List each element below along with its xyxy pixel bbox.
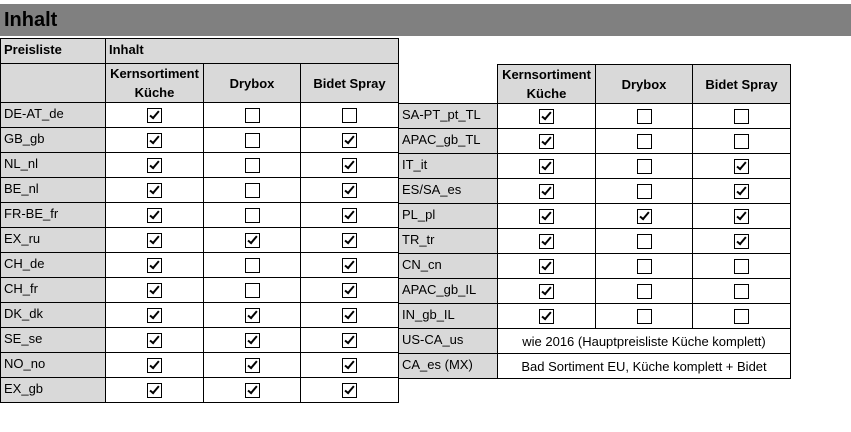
checkbox-checked[interactable]: [539, 284, 554, 299]
checkbox-checked[interactable]: [539, 234, 554, 249]
checkbox-cell: [106, 128, 204, 153]
checkbox-checked[interactable]: [539, 259, 554, 274]
table-row: [1, 153, 399, 178]
checkbox-cell: [204, 178, 301, 203]
row-label: CH_de: [1, 253, 106, 278]
checkbox-cell: [204, 378, 301, 403]
checkbox-cell: [106, 353, 204, 378]
checkbox-checked[interactable]: [342, 183, 357, 198]
row-note: Bad Sortiment EU, Küche komplett + Bidet: [498, 354, 791, 379]
row-label: SE_se: [1, 328, 106, 353]
checkbox-cell: [204, 103, 301, 128]
checkbox-unchecked[interactable]: [342, 108, 357, 123]
checkbox-cell: [596, 154, 693, 179]
table-row: [1, 328, 399, 353]
checkbox-unchecked[interactable]: [734, 309, 749, 324]
checkbox-cell: [596, 129, 693, 154]
checkbox-checked[interactable]: [637, 209, 652, 224]
checkbox-unchecked[interactable]: [734, 109, 749, 124]
checkbox-cell: [301, 328, 399, 353]
table-row: [399, 304, 791, 329]
checkbox-checked[interactable]: [342, 383, 357, 398]
checkbox-cell: [498, 279, 596, 304]
checkbox-checked[interactable]: [342, 233, 357, 248]
pricelist-header: Preisliste: [1, 39, 106, 64]
row-label: APAC_gb_IL: [399, 279, 498, 304]
row-label: FR-BE_fr: [1, 203, 106, 228]
header-blank-cell: [1, 64, 106, 103]
checkbox-checked[interactable]: [342, 308, 357, 323]
row-label: US-CA_us: [399, 329, 498, 354]
table-row: [399, 279, 791, 304]
checkbox-cell: [596, 204, 693, 229]
checkbox-unchecked[interactable]: [637, 284, 652, 299]
checkbox-unchecked[interactable]: [637, 309, 652, 324]
row-label: GB_gb: [1, 128, 106, 153]
checkbox-checked[interactable]: [147, 108, 162, 123]
row-label: ES/SA_es: [399, 179, 498, 204]
row-label: TR_tr: [399, 229, 498, 254]
checkbox-unchecked[interactable]: [245, 108, 260, 123]
checkbox-cell: [498, 304, 596, 329]
checkbox-checked[interactable]: [734, 209, 749, 224]
checkbox-cell: [498, 254, 596, 279]
col-header-bidet-spray: Bidet Spray: [693, 65, 791, 104]
checkbox-checked[interactable]: [147, 183, 162, 198]
checkbox-cell: [596, 279, 693, 304]
checkbox-cell: [693, 254, 791, 279]
checkbox-checked[interactable]: [342, 283, 357, 298]
checkbox-cell: [301, 353, 399, 378]
checkbox-cell: [106, 253, 204, 278]
checkbox-checked[interactable]: [539, 134, 554, 149]
checkbox-checked[interactable]: [342, 358, 357, 373]
checkbox-checked[interactable]: [245, 383, 260, 398]
table-row: [399, 354, 791, 379]
checkbox-cell: [693, 154, 791, 179]
table-row: [399, 204, 791, 229]
col-header-kernsortiment: Kernsortiment Küche: [498, 65, 596, 104]
table-row: [1, 278, 399, 303]
table-row: [399, 254, 791, 279]
table-row: [399, 229, 791, 254]
table-row: [1, 353, 399, 378]
checkbox-checked[interactable]: [342, 258, 357, 273]
checkbox-cell: [204, 203, 301, 228]
checkbox-checked[interactable]: [147, 233, 162, 248]
row-label: EX_ru: [1, 228, 106, 253]
checkbox-cell: [693, 104, 791, 129]
checkbox-cell: [498, 154, 596, 179]
row-label: IT_it: [399, 154, 498, 179]
checkbox-checked[interactable]: [539, 109, 554, 124]
checkbox-unchecked[interactable]: [637, 134, 652, 149]
checkbox-unchecked[interactable]: [637, 159, 652, 174]
checkbox-checked[interactable]: [734, 184, 749, 199]
row-label: NL_nl: [1, 153, 106, 178]
row-label: EX_gb: [1, 378, 106, 403]
checkbox-unchecked[interactable]: [245, 158, 260, 173]
checkbox-checked[interactable]: [147, 258, 162, 273]
checkbox-cell: [693, 204, 791, 229]
checkbox-unchecked[interactable]: [637, 184, 652, 199]
checkbox-cell: [693, 229, 791, 254]
checkbox-unchecked[interactable]: [734, 259, 749, 274]
checkbox-unchecked[interactable]: [637, 234, 652, 249]
checkbox-cell: [204, 253, 301, 278]
table-row: [1, 103, 399, 128]
row-label: NO_no: [1, 353, 106, 378]
row-note: wie 2016 (Hauptpreisliste Küche komplett): [498, 329, 791, 354]
row-label: SA-PT_pt_TL: [399, 104, 498, 129]
checkbox-cell: [301, 203, 399, 228]
checkbox-checked[interactable]: [147, 358, 162, 373]
checkbox-cell: [301, 228, 399, 253]
table-row: [1, 203, 399, 228]
checkbox-unchecked[interactable]: [245, 208, 260, 223]
table-row: [1, 228, 399, 253]
checkbox-cell: [301, 153, 399, 178]
checkbox-cell: [106, 103, 204, 128]
checkbox-checked[interactable]: [147, 333, 162, 348]
checkbox-cell: [204, 278, 301, 303]
checkbox-checked[interactable]: [734, 159, 749, 174]
checkbox-cell: [106, 203, 204, 228]
checkbox-cell: [301, 178, 399, 203]
content-header: Inhalt: [106, 39, 399, 64]
col-header-drybox: Drybox: [596, 65, 693, 104]
row-label: IN_gb_IL: [399, 304, 498, 329]
table-row: [1, 178, 399, 203]
checkbox-checked[interactable]: [245, 333, 260, 348]
table-row: [399, 329, 791, 354]
checkbox-checked[interactable]: [539, 309, 554, 324]
col-header-bidet-spray: Bidet Spray: [301, 64, 399, 103]
checkbox-cell: [596, 304, 693, 329]
checkbox-unchecked[interactable]: [734, 134, 749, 149]
right-pricelist-table: [398, 64, 791, 379]
checkbox-cell: [301, 378, 399, 403]
left-pricelist-table: [0, 38, 399, 403]
checkbox-cell: [498, 129, 596, 154]
checkbox-cell: [204, 303, 301, 328]
checkbox-cell: [498, 204, 596, 229]
checkbox-cell: [693, 279, 791, 304]
checkbox-cell: [106, 278, 204, 303]
checkbox-cell: [596, 254, 693, 279]
checkbox-cell: [106, 228, 204, 253]
row-label: APAC_gb_TL: [399, 129, 498, 154]
checkbox-cell: [498, 179, 596, 204]
checkbox-unchecked[interactable]: [245, 183, 260, 198]
checkbox-cell: [301, 303, 399, 328]
checkbox-cell: [204, 328, 301, 353]
checkbox-checked[interactable]: [342, 158, 357, 173]
checkbox-cell: [301, 128, 399, 153]
checkbox-cell: [301, 103, 399, 128]
checkbox-unchecked[interactable]: [245, 283, 260, 298]
checkbox-unchecked[interactable]: [245, 258, 260, 273]
checkbox-checked[interactable]: [245, 308, 260, 323]
checkbox-cell: [596, 104, 693, 129]
checkbox-checked[interactable]: [147, 308, 162, 323]
checkbox-checked[interactable]: [147, 383, 162, 398]
checkbox-unchecked[interactable]: [734, 284, 749, 299]
checkbox-checked[interactable]: [245, 233, 260, 248]
checkbox-checked[interactable]: [539, 159, 554, 174]
row-label: CA_es (MX): [399, 354, 498, 379]
col-header-drybox: Drybox: [204, 64, 301, 103]
table-row: [1, 253, 399, 278]
checkbox-checked[interactable]: [147, 208, 162, 223]
col-header-kernsortiment: Kernsortiment Küche: [106, 64, 204, 103]
row-label: DE-AT_de: [1, 103, 106, 128]
checkbox-cell: [204, 353, 301, 378]
row-label: CN_cn: [399, 254, 498, 279]
checkbox-checked[interactable]: [342, 133, 357, 148]
checkbox-cell: [498, 229, 596, 254]
checkbox-cell: [204, 128, 301, 153]
checkbox-checked[interactable]: [245, 358, 260, 373]
checkbox-checked[interactable]: [734, 234, 749, 249]
checkbox-cell: [106, 328, 204, 353]
checkbox-cell: [596, 229, 693, 254]
checkbox-cell: [106, 153, 204, 178]
row-label: PL_pl: [399, 204, 498, 229]
checkbox-checked[interactable]: [147, 283, 162, 298]
sheet-title: Inhalt: [0, 4, 851, 36]
checkbox-checked[interactable]: [539, 209, 554, 224]
checkbox-checked[interactable]: [342, 333, 357, 348]
row-label: CH_fr: [1, 278, 106, 303]
table-row: [399, 104, 791, 129]
table-row: [1, 128, 399, 153]
checkbox-cell: [106, 303, 204, 328]
checkbox-cell: [204, 153, 301, 178]
table-row: [399, 179, 791, 204]
table-row: [399, 154, 791, 179]
row-label: BE_nl: [1, 178, 106, 203]
checkbox-cell: [106, 178, 204, 203]
right-header-spacer: [399, 65, 498, 104]
checkbox-unchecked[interactable]: [637, 259, 652, 274]
checkbox-cell: [301, 253, 399, 278]
table-row: [1, 378, 399, 403]
table-row: [399, 129, 791, 154]
checkbox-cell: [693, 179, 791, 204]
table-row: [1, 303, 399, 328]
checkbox-cell: [106, 378, 204, 403]
checkbox-cell: [204, 228, 301, 253]
checkbox-checked[interactable]: [539, 184, 554, 199]
checkbox-checked[interactable]: [147, 158, 162, 173]
checkbox-cell: [693, 129, 791, 154]
checkbox-checked[interactable]: [147, 133, 162, 148]
checkbox-cell: [498, 104, 596, 129]
checkbox-unchecked[interactable]: [245, 133, 260, 148]
checkbox-cell: [596, 179, 693, 204]
checkbox-cell: [693, 304, 791, 329]
row-label: DK_dk: [1, 303, 106, 328]
checkbox-unchecked[interactable]: [637, 109, 652, 124]
checkbox-checked[interactable]: [342, 208, 357, 223]
checkbox-cell: [301, 278, 399, 303]
